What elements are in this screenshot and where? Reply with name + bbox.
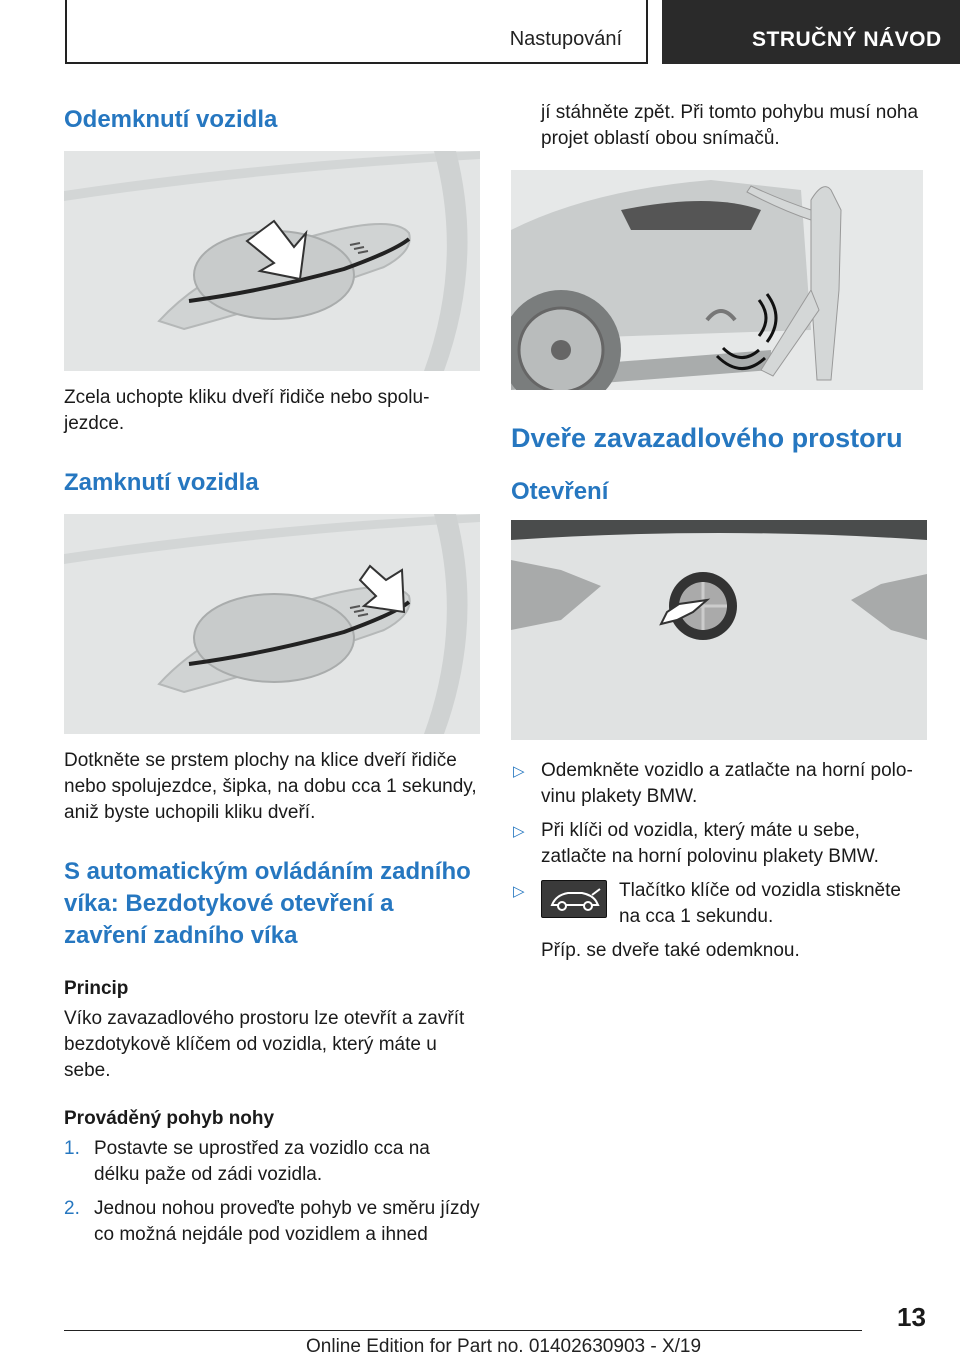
page-number: 13 [897,1302,926,1332]
trunk-heading: Dveře zavazadlového prostoru [511,423,903,453]
footer-edition: Online Edition for Part no. 01402630903 - X/19 [306,1336,702,1357]
footer-divider [64,1330,862,1331]
list-item: ▷ Při klíči od vozidla, který máte u sebe, zatlačte na horní polovinu plakety BMW. [513,820,879,867]
key-bullet-text: Tlačítko klíče od vozidla stiskněte na cca 1 sekundu. [619,880,901,927]
foot-motion-steps [64,1136,480,1248]
header-section-box [65,0,648,64]
bmw-badge-illustration [511,520,927,740]
door-handle-unlock-illustration [64,151,480,371]
contactless-tailgate-heading: S automatickým ovládáním zadního víka: Bezdotykové otevření a zavření zadního víka [64,858,471,949]
right-column [511,100,927,964]
opening-steps [511,758,927,930]
header-section-title: Nastupování [509,28,622,50]
opening-heading: Otevření [511,478,609,505]
left-column [64,100,480,1256]
step-continuation-text: jí stáhněte zpět. Při tomto pohybu musí noha projet oblastí obou snímačů. [541,102,919,149]
unlock-description: Zcela uchopte kliku dveří řidiče nebo spolu-jezdce. [64,387,430,434]
foot-motion-heading: Prováděný pohyb nohy [64,1108,275,1129]
list-item: ▷ Odemkněte vozidlo a zatlačte na horní polo-vinu plakety BMW. [513,760,913,807]
header-chapter-tab[interactable] [662,0,960,64]
principle-heading: Princip [64,978,129,999]
kick-sensor-illustration [511,170,923,390]
unlock-heading: Odemknutí vozidla [64,106,278,133]
principle-description: Víko zavazadlového prostoru lze otevřít a zavřít bezdotykově klíčem od vozidla, který máte u sebe. [64,1008,465,1081]
also-unlocks-note: Příp. se dveře také odemknou. [541,940,800,961]
lock-description: Dotkněte se prstem plochy na klice dveří řidiče nebo spolujezdce, šipka, na dobu cca 1 sekundy, aniž byste uchopili kliku dveří. [64,750,477,823]
header-chapter-label: STRUČNÝ NÁVOD [752,28,942,51]
lock-heading: Zamknutí vozidla [64,469,259,496]
car-tailgate-key-icon [541,880,607,918]
list-item: 1. Postavte se uprostřed za vozidlo cca na délku paže od zádi vozidla. [64,1138,430,1185]
door-handle-lock-illustration [64,514,480,734]
list-item: ▷ Tlačítko klíče od vozidla stiskněte na cca 1 sekundu. [511,878,927,930]
list-item: 2. Jednou nohou proveďte pohyb ve směru jízdy co možná nejdále pod vozidlem a ihned [64,1198,480,1245]
